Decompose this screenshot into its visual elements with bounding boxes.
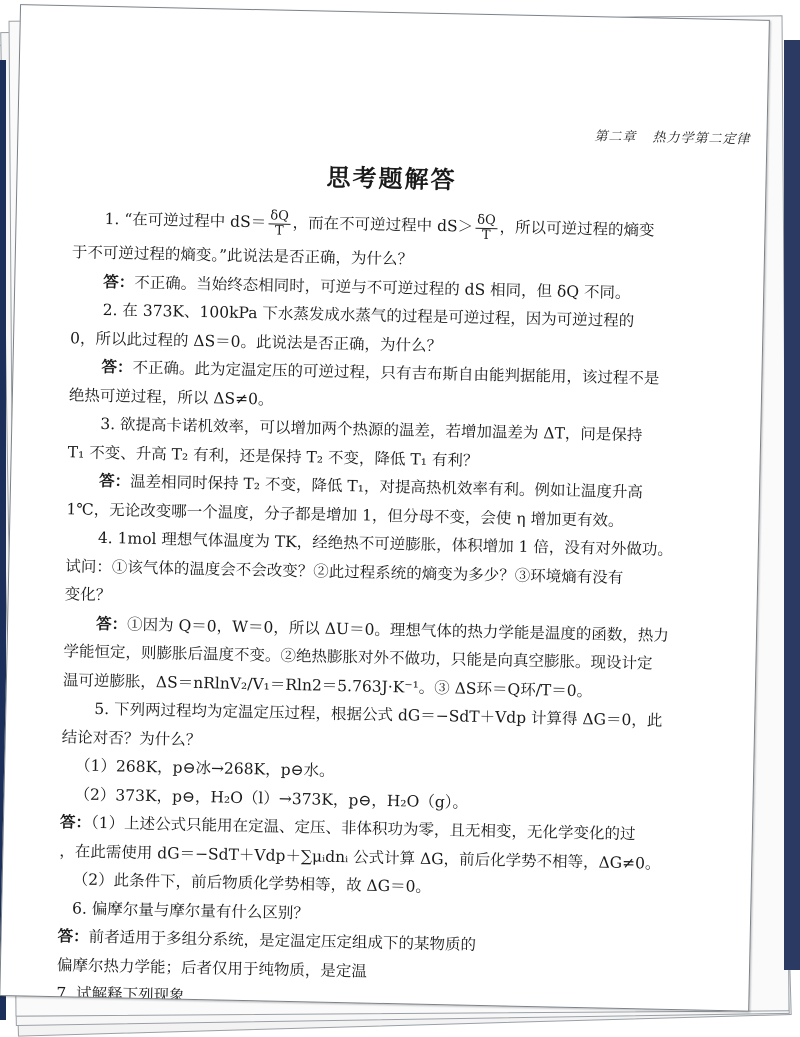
answer-label: 答：	[57, 926, 89, 946]
question-5-line: 5. 下列两过程均为定温定压过程，根据公式 dG＝−SdT＋Vdp 计算得 ΔG＝0，此	[94, 699, 663, 730]
fraction-dq-over-t-2: $\frac{\delta Q}{T}$	[475, 213, 498, 242]
text-line: 于不可逆过程的熵变。”此说法是否正确，为什么？	[71, 243, 414, 269]
answer-1-line: 答：不正确。当始终态相同时，可逆与不可逆过程的 dS 相同，但 δQ 不同。	[103, 271, 631, 302]
running-header	[578, 125, 750, 148]
text-line: 偏摩尔热力学能；后者仅用于纯物质，是定温	[56, 955, 368, 981]
question-4-line: 4. 1mol 理想气体温度为 TK，经绝热不可逆膨胀，体积增加 1 倍，没有对外做功。	[97, 528, 674, 559]
text-line: 0，所以此过程的 ΔS＝0。此说法是否正确，为什么？	[69, 328, 443, 355]
text-line: （1）268K，p⊖冰→268K，p⊖水。	[74, 756, 335, 780]
answer-label: 答：	[59, 812, 92, 832]
question-7-line: 7. 试解释下列现象	[56, 984, 185, 1005]
text-line: T₁ 不变、升高 T₂ 有利，还是保持 T₂ 不变，降低 T₁ 有利？	[67, 442, 479, 470]
text-line: ，在此需使用 dG＝−SdT＋Vdp＋∑μᵢdnᵢ 公式计算 ΔG，前后化学势不相等，ΔG≠0。	[59, 841, 661, 873]
answer-label: 答：	[98, 470, 131, 491]
question-6-line: 6. 偏摩尔量与摩尔量有什么区别？	[71, 898, 310, 922]
question-2-line: 2. 在 373K、100kPa 下水蒸发成水蒸气的过程是可逆过程，因为可逆过程的	[102, 300, 635, 331]
chapter-number: 第二章	[594, 129, 637, 146]
chapter-title: 热力学第二定律	[652, 130, 751, 148]
text-line: （2）此条件下，前后物质化学势相等，故 ΔG＝0。	[72, 870, 432, 896]
question-3-line: 3. 欲提高卡诺机效率，可以增加两个热源的温差，若增加温差为 ΔT，问是保持	[100, 414, 643, 445]
text-line: 学能恒定，则膨胀后温度不变。②绝热膨胀对外不做功，只能是向真空膨胀。现设计定	[63, 642, 653, 673]
section-title: 思考题解答	[326, 162, 457, 195]
text-line: 试问：①该气体的温度会不会改变？②此过程系统的熵变为多少？③环境熵有没有	[65, 556, 624, 587]
answer-label: 答：	[95, 613, 128, 634]
answer-6-line: 答：前者适用于多组分系统，是定温定压定组成下的某物质的	[57, 926, 477, 954]
text-line: 温可逆膨胀，ΔS＝nRlnV₂/V₁＝Rln2＝5.763J·K⁻¹。③ ΔS环＝Q环/T＝0。	[62, 670, 593, 700]
question-1-line: 1. “在可逆过程中 dS＝ $\frac{\delta Q}{T}$ ，而在不可逆过程中 dS＞ $\frac{\delta Q}{T}$ ，所以可逆过程的熵变	[104, 207, 655, 243]
answer-5-line: 答：（1）上述公式只能用在定温、定压、非体积功为零，且无相变，无化学变化的过	[59, 812, 636, 844]
answer-4-line: 答：①因为 Q＝0，W＝0，所以 ΔU＝0。理想气体的热力学能是温度的函数，热力	[95, 613, 670, 645]
answer-body	[56, 198, 763, 1011]
answer-3-line: 答：温差相同时保持 T₂ 不变，降低 T₁，对提高热机效率有利。例如让温度升高	[98, 470, 644, 502]
text-line: （2）373K，p⊖，H₂O（l）→373K，p⊖，H₂O（g）。	[74, 784, 469, 812]
text-line: 绝热可逆过程，所以 ΔS≠0。	[68, 385, 274, 409]
answer-label: 答：	[103, 271, 135, 292]
text-line: 结论对否？为什么？	[61, 727, 202, 749]
book-cover-edge-right	[784, 40, 800, 970]
answer-2-line: 答：不正确。此为定温定压的可逆过程，只有吉布斯自由能判据能用，该过程不是	[101, 356, 660, 388]
document-page	[0, 4, 770, 1011]
fraction-dq-over-t: $\frac{\delta Q}{T}$	[268, 209, 291, 238]
text-line: 1℃，无论改变哪一个温度，分子都是增加 1，但分母不变，会使 η 增加更有效。	[66, 499, 624, 530]
answer-label: 答：	[101, 356, 133, 377]
text-line: 变化？	[64, 585, 112, 605]
